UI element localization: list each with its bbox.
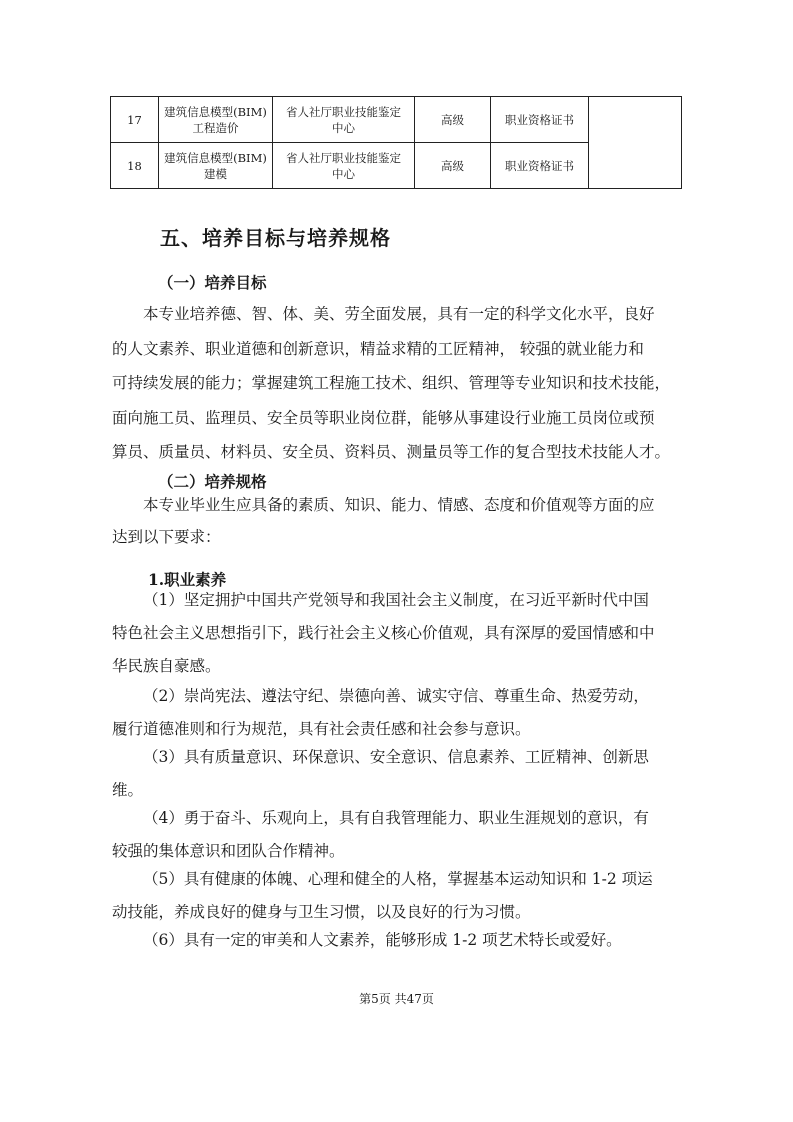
remark-cell bbox=[589, 97, 682, 189]
quality-item-1 bbox=[112, 584, 680, 683]
paragraph-line: 动技能，养成良好的健身与卫生习惯，以及良好的行为习惯。 bbox=[112, 903, 531, 921]
paragraph-line: （2）崇尚宪法、遵法守纪、崇德向善、诚实守信、尊重生命、热爱劳动， bbox=[143, 687, 649, 705]
goal-heading: （一）培养目标 bbox=[158, 273, 267, 292]
quality-item-2 bbox=[112, 680, 680, 746]
paragraph-line: 面向施工员、监理员、安全员等职业岗位群，能够从事建设行业施工员岗位或预 bbox=[112, 408, 655, 427]
quality-item-3 bbox=[112, 741, 680, 807]
paragraph-line: 算员、质量员、材料员、安全员、资料员、测量员等工作的复合型技术技能人才。 bbox=[112, 443, 671, 461]
certificate-name bbox=[159, 143, 273, 189]
certificate-type: 职业资格证书 bbox=[491, 97, 589, 143]
paragraph-line: 华民族自豪感。 bbox=[112, 657, 221, 675]
paragraph-line: 特色社会主义思想指引下，践行社会主义核心价值观，具有深厚的爱国情感和中 bbox=[112, 624, 655, 642]
paragraph-line: （3）具有质量意识、环保意识、安全意识、信息素养、工匠精神、创新思 bbox=[143, 748, 649, 766]
certificate-level: 高级 bbox=[415, 97, 491, 143]
paragraph-line: 履行道德准则和行为规范，具有社会责任感和社会参与意识。 bbox=[112, 720, 531, 738]
paragraph-line: （5）具有健康的体魄、心理和健全的人格，掌握基本运动知识和 1-2 项运 bbox=[143, 870, 653, 888]
certificate-name-line: 建筑信息模型(BIM) bbox=[164, 104, 267, 119]
paragraph-line: （1）坚定拥护中国共产党领导和我国社会主义制度，在习近平新时代中国 bbox=[143, 591, 649, 609]
certificate-name-line: 工程造价 bbox=[192, 120, 239, 135]
goal-paragraph bbox=[112, 297, 680, 470]
paragraph-line: （6）具有一定的审美和人文素养，能够形成 1-2 项艺术特长或爱好。 bbox=[143, 931, 622, 949]
row-number: 17 bbox=[111, 97, 159, 143]
paragraph-line: 本专业培养德、智、体、美、劳全面发展，具有一定的科学文化水平，良好 bbox=[143, 305, 655, 323]
issuing-authority bbox=[273, 143, 415, 189]
certificate-table bbox=[110, 96, 682, 189]
certificate-name-line: 建筑信息模型(BIM) bbox=[164, 150, 267, 165]
quality-item-6 bbox=[112, 924, 680, 957]
paragraph-line: 的人文素养、职业道德和创新意识，精益求精的工匠精神， 较强的就业能力和 bbox=[112, 339, 644, 358]
section-title: 五、培养目标与培养规格 bbox=[160, 226, 391, 250]
table-row bbox=[111, 97, 682, 143]
paragraph-line: 维。 bbox=[112, 781, 144, 799]
certificate-type: 职业资格证书 bbox=[491, 143, 589, 189]
issuer-line: 中心 bbox=[332, 120, 355, 135]
paragraph-line: 达到以下要求： bbox=[112, 527, 221, 546]
certificate-name bbox=[159, 97, 273, 143]
page-footer: 第5页 共47页 bbox=[359, 992, 434, 1006]
issuer-line: 中心 bbox=[332, 166, 355, 181]
quality-item-4 bbox=[112, 802, 680, 868]
paragraph-line: 较强的集体意识和团队合作精神。 bbox=[112, 842, 345, 860]
certificate-level: 高级 bbox=[415, 143, 491, 189]
row-number: 18 bbox=[111, 143, 159, 189]
issuer-line: 省人社厅职业技能鉴定 bbox=[286, 150, 401, 165]
spec-intro-paragraph bbox=[112, 490, 680, 553]
paragraph-line: 可持续发展的能力；掌握建筑工程施工技术、组织、管理等专业知识和技术技能， bbox=[112, 374, 671, 392]
quality-item-5 bbox=[112, 863, 680, 929]
certificate-name-line: 建模 bbox=[204, 166, 227, 181]
spec-heading: （二）培养规格 bbox=[158, 472, 267, 491]
issuer-line: 省人社厅职业技能鉴定 bbox=[286, 104, 401, 119]
paragraph-line: （4）勇于奋斗、乐观向上，具有自我管理能力、职业生涯规划的意识，有 bbox=[143, 809, 649, 827]
issuing-authority bbox=[273, 97, 415, 143]
paragraph-line: 本专业毕业生应具备的素质、知识、能力、情感、态度和价值观等方面的应 bbox=[143, 496, 655, 514]
quality-heading: 1.职业素养 bbox=[148, 570, 227, 589]
